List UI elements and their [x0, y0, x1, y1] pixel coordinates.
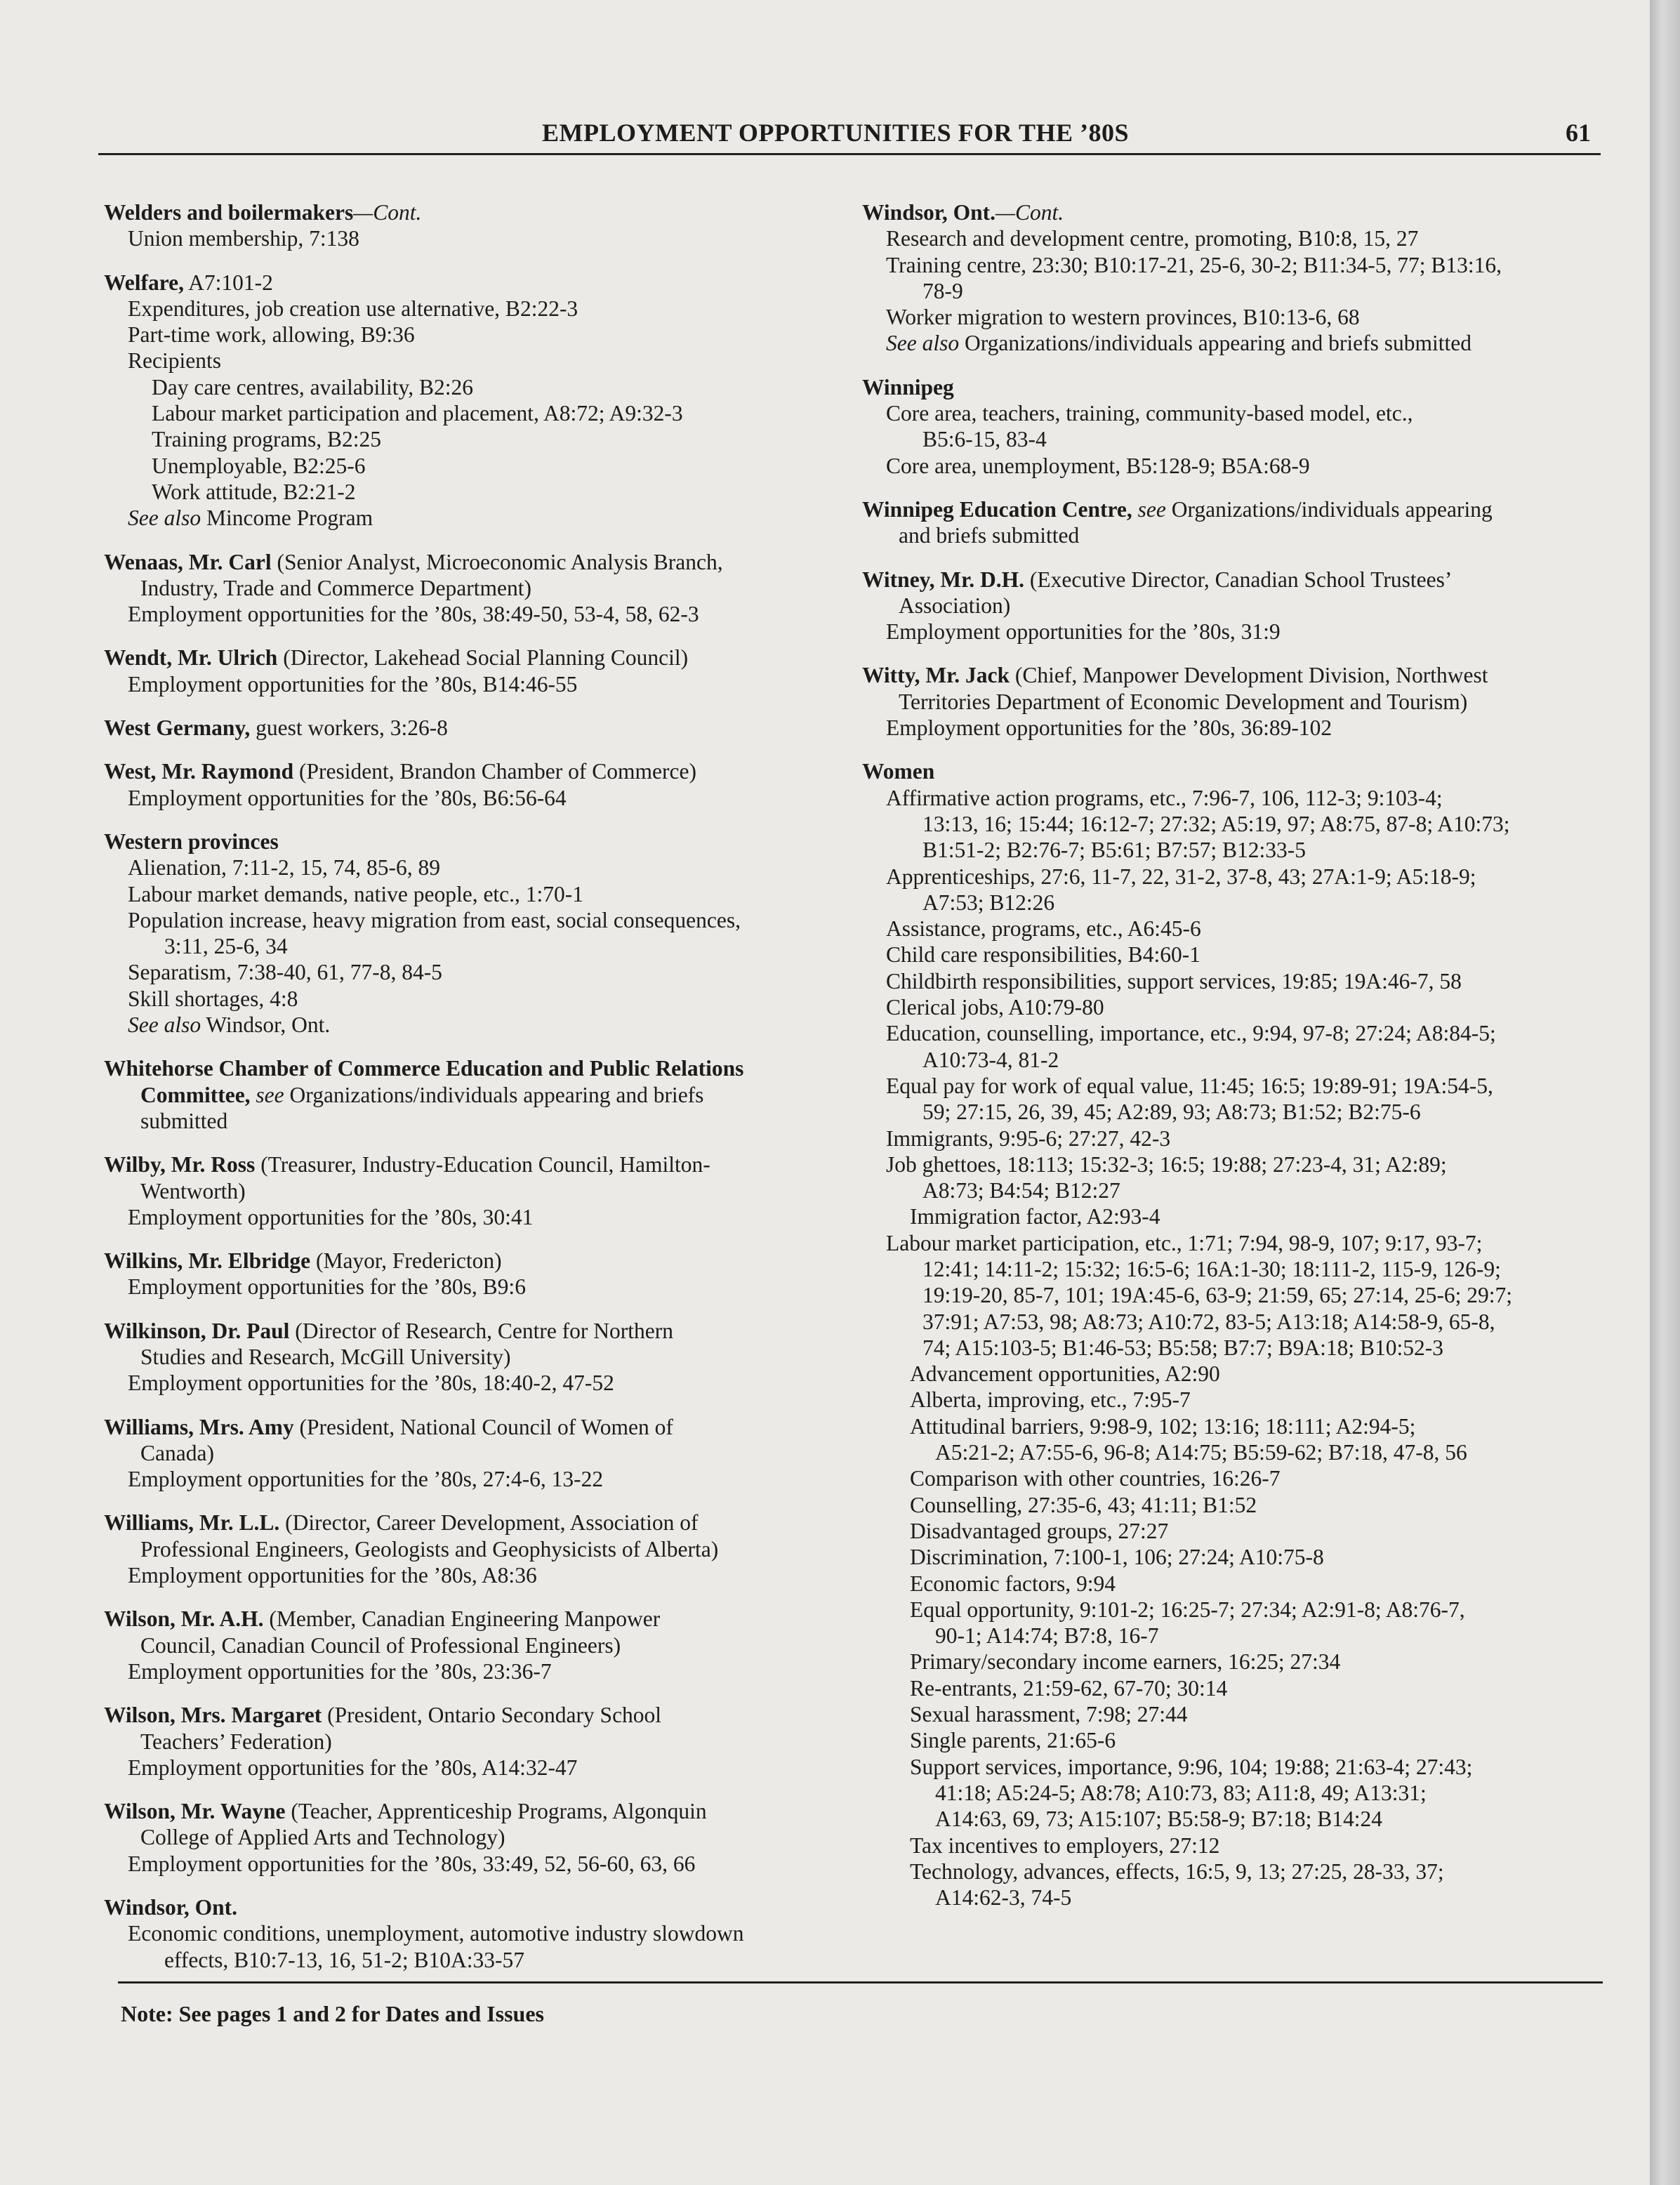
entry-italic: —Cont. — [353, 200, 422, 225]
index-subentry — [862, 1649, 1606, 1675]
index-subentry — [104, 1658, 848, 1684]
entry-text: (Teacher, Apprenticeship Programs, Algonquin — [285, 1799, 707, 1824]
index-subentry — [862, 1884, 1606, 1910]
entry-text: B1:51-2; B2:76-7; B5:61; B7:57; B12:33-5 — [922, 838, 1307, 863]
index-entry-heading — [104, 1606, 848, 1632]
entry-term: Western provinces — [104, 829, 279, 854]
entry-text: Economic conditions, unemployment, automotive industry slowdown — [128, 1921, 744, 1946]
entry-text: Alberta, improving, etc., 7:95-7 — [910, 1387, 1191, 1413]
entry-text: Apprenticeships, 27:6, 11-7, 22, 31-2, 37-8, 43; 27A:1-9; A5:18-9; — [886, 864, 1476, 889]
index-subentry — [862, 837, 1606, 863]
index-subentry — [104, 1466, 848, 1492]
entry-text: Employment opportunities for the ’80s, 31:9 — [886, 619, 1281, 645]
index-subentry — [104, 1851, 848, 1877]
entry-text: Canada) — [140, 1440, 214, 1465]
entry-text: Association) — [899, 593, 1011, 618]
entry-text: (Director, Lakehead Social Planning Council) — [277, 645, 689, 671]
index-subentry — [104, 322, 848, 348]
entry-text: 37:91; A7:53, 98; A8:73; A10:72, 83-5; A13:18; A14:58-9, 65-8, — [922, 1309, 1495, 1334]
entry-text: Work attitude, B2:21-2 — [152, 479, 356, 504]
index-subentry — [104, 907, 848, 933]
index-subentry — [104, 374, 848, 400]
entry-text: 3:11, 25-6, 34 — [164, 934, 288, 959]
index-subentry — [104, 1947, 848, 1973]
entry-text: Discrimination, 7:100-1, 106; 27:24; A10:75-8 — [910, 1545, 1324, 1570]
entry-text: 59; 27:15, 26, 39, 45; A2:89, 93; A8:73; B1:52; B2:75-6 — [922, 1100, 1421, 1125]
entry-text: Teachers’ Federation) — [140, 1729, 332, 1754]
entry-text: Separatism, 7:38-40, 61, 77-8, 84-5 — [128, 960, 442, 985]
entry-text: 41:18; A5:24-5; A8:78; A10:73, 83; A11:8, 49; A13:31; — [935, 1780, 1427, 1805]
entry-text: Counselling, 27:35-6, 43; 41:11; B1:52 — [910, 1492, 1257, 1517]
index-subentry — [862, 453, 1606, 479]
entry-term: Winnipeg — [862, 374, 954, 400]
entry-text: (Treasurer, Industry-Education Council, Hamilton- — [255, 1152, 710, 1177]
entry-term: Wilson, Mr. A.H. — [104, 1606, 264, 1632]
entry-text: Mincome Program — [201, 506, 373, 531]
index-entry-heading — [104, 1151, 848, 1177]
entry-term: Welfare, — [104, 270, 185, 295]
index-subentry — [862, 252, 1606, 278]
index-subentry — [862, 1465, 1606, 1491]
index-subentry — [862, 1361, 1606, 1387]
entry-text: effects, B10:7-13, 16, 51-2; B10A:33-57 — [164, 1947, 524, 1972]
entry-text: Immigration factor, A2:93-4 — [910, 1204, 1160, 1229]
index-entry-heading — [862, 662, 1606, 688]
entry-italic: See also — [128, 506, 201, 531]
index-subentry — [862, 225, 1606, 251]
entry-text: Employment opportunities for the ’80s, 27:4-6, 13-22 — [128, 1467, 604, 1492]
index-entry-heading — [104, 1055, 848, 1081]
entry-text: (Director of Research, Centre for Northern — [289, 1318, 673, 1343]
index-entry — [104, 549, 848, 628]
entry-text: Professional Engineers, Geologists and Geophysicists of Alberta) — [140, 1536, 719, 1562]
entry-text: Employment opportunities for the ’80s, A8:36 — [128, 1563, 537, 1588]
index-subentry — [862, 593, 1606, 619]
index-subentry — [104, 1562, 848, 1588]
index-entry-heading — [104, 1318, 848, 1344]
index-subentry — [862, 1309, 1606, 1335]
index-column-right — [862, 199, 1606, 1928]
index-subentry — [862, 1020, 1606, 1046]
entry-term: Welders and boilermakers — [104, 200, 354, 225]
index-entry-heading — [104, 1798, 848, 1824]
index-subentry — [862, 1151, 1606, 1177]
index-subentry — [104, 854, 848, 880]
entry-text: Equal pay for work of equal value, 11:45; 16:5; 19:89-91; 19A:54-5, — [886, 1073, 1493, 1098]
index-entry — [104, 1248, 848, 1300]
entry-text: Comparison with other countries, 16:26-7 — [910, 1466, 1281, 1491]
index-entry — [104, 1055, 848, 1134]
index-subentry — [104, 1274, 848, 1300]
entry-text: A14:63, 69, 73; A15:107; B5:58-9; B7:18; B14:24 — [935, 1807, 1383, 1832]
index-subentry — [104, 426, 848, 452]
entry-text: 90-1; A14:74; B7:8, 16-7 — [935, 1623, 1159, 1649]
entry-text: A14:62-3, 74-5 — [935, 1885, 1072, 1910]
index-subentry — [862, 1571, 1606, 1597]
index-subentry — [104, 986, 848, 1012]
index-entry — [104, 829, 848, 1038]
page-edge-shadow — [1650, 0, 1680, 2185]
entry-text: 12:41; 14:11-2; 15:32; 16:5-6; 16A:1-30; 18:111-2, 115-9, 126-9; — [922, 1256, 1501, 1281]
entry-italic: See also — [886, 331, 960, 356]
entry-text: Labour market participation and placement, A8:72; A9:32-3 — [152, 401, 683, 426]
index-subentry — [862, 1256, 1606, 1282]
index-entry — [104, 199, 848, 252]
entry-text: Union membership, 7:138 — [128, 226, 359, 251]
index-subentry — [862, 1780, 1606, 1806]
index-subentry — [104, 1729, 848, 1755]
index-subentry — [862, 1859, 1606, 1884]
entry-text: (Mayor, Fredericton) — [310, 1248, 502, 1274]
index-entry-heading — [104, 199, 848, 225]
index-entry — [104, 1151, 848, 1230]
index-subentry — [104, 1108, 848, 1134]
entry-text: Worker migration to western provinces, B10:13-6, 68 — [886, 305, 1360, 330]
entry-term: Witty, Mr. Jack — [862, 663, 1010, 688]
index-subentry — [862, 1754, 1606, 1780]
index-entry-heading — [862, 758, 1606, 784]
index-subentry — [862, 890, 1606, 916]
index-entry — [862, 662, 1606, 741]
index-subentry — [862, 1335, 1606, 1361]
entry-text: Employment opportunities for the ’80s, B14:46-55 — [128, 671, 578, 697]
index-entry — [862, 374, 1606, 479]
index-entry — [104, 715, 848, 741]
index-entry-heading — [104, 270, 848, 296]
index-subentry — [862, 1177, 1606, 1203]
index-entry — [104, 1510, 848, 1588]
index-subentry — [104, 1204, 848, 1230]
index-subentry — [104, 296, 848, 322]
index-subentry — [862, 864, 1606, 890]
index-subentry — [862, 1099, 1606, 1125]
index-entry — [104, 1606, 848, 1684]
entry-text: Training centre, 23:30; B10:17-21, 25-6, 30-2; B11:34-5, 77; B13:16, — [886, 252, 1502, 277]
entry-text: College of Applied Arts and Technology) — [140, 1825, 505, 1850]
footer-rule — [118, 1981, 1603, 1983]
entry-text: 78-9 — [922, 278, 963, 303]
entry-text: guest workers, 3:26-8 — [250, 715, 448, 741]
index-entry-heading — [104, 715, 848, 741]
index-subentry — [104, 1370, 848, 1396]
index-subentry — [862, 1623, 1606, 1649]
index-entry-heading — [104, 1248, 848, 1274]
index-subentry — [862, 1675, 1606, 1701]
index-subentry — [104, 881, 848, 907]
entry-text: Clerical jobs, A10:79-80 — [886, 995, 1104, 1020]
index-subentry — [104, 785, 848, 811]
index-subentry — [862, 1518, 1606, 1544]
index-subentry — [104, 933, 848, 959]
index-entry — [862, 496, 1606, 549]
entry-italic: See also — [128, 1012, 201, 1038]
entry-text: Wentworth) — [140, 1178, 246, 1203]
entry-text: Windsor, Ont. — [201, 1012, 331, 1038]
index-subentry — [862, 1727, 1606, 1753]
entry-text: Day care centres, availability, B2:26 — [152, 374, 474, 400]
index-subentry — [862, 785, 1606, 811]
entry-text: Employment opportunities for the ’80s, 18:40-2, 47-52 — [128, 1371, 614, 1396]
index-subentry — [862, 968, 1606, 994]
index-entry — [104, 645, 848, 697]
index-subentry — [104, 225, 848, 251]
index-subentry — [862, 1125, 1606, 1151]
index-subentry — [862, 426, 1606, 452]
entry-text: Skill shortages, 4:8 — [128, 986, 298, 1011]
index-subentry — [862, 619, 1606, 645]
entry-text: Technology, advances, effects, 16:5, 9, 13; 27:25, 28-33, 37; — [910, 1859, 1444, 1884]
entry-text: Part-time work, allowing, B9:36 — [128, 322, 415, 348]
entry-text: Primary/secondary income earners, 16:25; 27:34 — [910, 1649, 1341, 1675]
index-entry-heading — [104, 1894, 848, 1920]
entry-text: Affirmative action programs, etc., 7:96-7, 106, 112-3; 9:103-4; — [886, 785, 1443, 810]
index-entry — [104, 1318, 848, 1397]
index-subentry — [862, 916, 1606, 942]
index-subentry — [862, 278, 1606, 304]
entry-text: A5:21-2; A7:55-6, 96-8; A14:75; B5:59-62; B7:18, 47-8, 56 — [935, 1440, 1467, 1465]
entry-text: Organizations/individuals appearing — [1165, 496, 1493, 522]
index-subentry — [862, 1544, 1606, 1570]
index-entry-heading — [104, 829, 848, 854]
entry-text: Employment opportunities for the ’80s, 38:49-50, 53-4, 58, 62-3 — [128, 602, 699, 627]
entry-term: Windsor, Ont. — [862, 200, 996, 225]
entry-text: Employment opportunities for the ’80s, B6:56-64 — [128, 785, 567, 810]
entry-italic: —Cont. — [995, 200, 1064, 225]
index-subentry — [862, 1492, 1606, 1518]
index-subentry — [104, 1824, 848, 1850]
entry-text: A10:73-4, 81-2 — [922, 1047, 1059, 1072]
entry-text: Unemployable, B2:25-6 — [152, 453, 366, 478]
index-entry — [862, 567, 1606, 645]
index-entry — [104, 758, 848, 811]
index-subentry — [104, 601, 848, 627]
entry-term: Wilkinson, Dr. Paul — [104, 1318, 290, 1343]
entry-text: Employment opportunities for the ’80s, 30:41 — [128, 1204, 534, 1229]
entry-text: Disadvantaged groups, 27:27 — [910, 1518, 1169, 1543]
entry-text: Assistance, programs, etc., A6:45-6 — [886, 916, 1201, 942]
index-subentry — [862, 1413, 1606, 1439]
entry-text: Population increase, heavy migration from east, social consequences, — [128, 907, 741, 932]
entry-term: Wilby, Mr. Ross — [104, 1152, 256, 1177]
index-subentry — [862, 1597, 1606, 1623]
entry-text: A7:101-2 — [184, 270, 273, 295]
entry-term: Wenaas, Mr. Carl — [104, 549, 272, 574]
entry-text: Childbirth responsibilities, support services, 19:85; 19A:46-7, 58 — [886, 968, 1462, 994]
entry-text: Job ghettoes, 18:113; 15:32-3; 16:5; 19:88; 27:23-4, 31; A2:89; — [886, 1151, 1447, 1177]
entry-term: Winnipeg Education Centre, — [862, 496, 1132, 522]
index-entry-heading — [862, 567, 1606, 593]
index-subentry — [862, 1806, 1606, 1832]
entry-text: Attitudinal barriers, 9:98-9, 102; 13:16; 18:111; A2:94-5; — [910, 1413, 1416, 1439]
index-subentry — [104, 1178, 848, 1204]
entry-italic: see — [256, 1082, 284, 1107]
entry-text: Labour market demands, native people, etc., 1:70-1 — [128, 881, 584, 906]
entry-text: Alienation, 7:11-2, 15, 74, 85-6, 89 — [128, 855, 441, 880]
index-subentry — [862, 1833, 1606, 1859]
index-subentry — [862, 1439, 1606, 1465]
index-subentry — [862, 1073, 1606, 1099]
entry-text: Single parents, 21:65-6 — [910, 1728, 1116, 1753]
index-subentry — [862, 689, 1606, 715]
index-subentry — [104, 453, 848, 479]
entry-text: Council, Canadian Council of Professional Engineers) — [140, 1632, 621, 1658]
entry-text: Core area, teachers, training, community-based model, etc., — [886, 401, 1413, 426]
entry-text: Research and development centre, promoting, B10:8, 15, 27 — [886, 226, 1419, 251]
entry-text: Advancement opportunities, A2:90 — [910, 1361, 1220, 1387]
entry-text: Employment opportunities for the ’80s, B9:6 — [128, 1274, 526, 1300]
index-subentry — [104, 1632, 848, 1658]
entry-text: Employment opportunities for the ’80s, 33:49, 52, 56-60, 63, 66 — [128, 1851, 696, 1876]
index-subentry — [862, 400, 1606, 426]
index-subentry — [862, 1203, 1606, 1229]
entry-text: submitted — [140, 1108, 228, 1133]
entry-term: Wilson, Mrs. Margaret — [104, 1703, 322, 1728]
entry-text: (President, Brandon Chamber of Commerce) — [293, 759, 696, 784]
entry-text: (Director, Career Development, Association of — [279, 1510, 699, 1536]
index-entry-heading — [862, 374, 1606, 400]
entry-text: A7:53; B12:26 — [922, 890, 1055, 915]
entry-term: Wilkins, Mr. Elbridge — [104, 1248, 311, 1274]
index-subentry — [104, 505, 848, 531]
entry-italic: see — [1137, 496, 1166, 522]
index-entry-heading — [104, 645, 848, 671]
entry-text — [1132, 497, 1138, 522]
index-subentry — [104, 1344, 848, 1370]
index-subentry — [862, 1701, 1606, 1727]
index-subentry — [862, 994, 1606, 1020]
index-entry-heading — [104, 1702, 848, 1728]
index-subentry — [104, 959, 848, 985]
index-subentry — [862, 942, 1606, 968]
entry-text: B5:6-15, 83-4 — [922, 427, 1047, 452]
entry-text: Support services, importance, 9:96, 104; 19:88; 21:63-4; 27:43; — [910, 1754, 1473, 1779]
index-entry — [104, 1702, 848, 1781]
entry-text: Organizations/individuals appearing and briefs submitted — [959, 331, 1471, 356]
index-subentry — [862, 1047, 1606, 1073]
entry-term: Whitehorse Chamber of Commerce Education and Public Relations — [104, 1056, 744, 1081]
index-subentry — [104, 1755, 848, 1781]
index-subentry — [104, 1536, 848, 1562]
entry-text: Re-entrants, 21:59-62, 67-70; 30:14 — [910, 1675, 1228, 1701]
entry-text: (Chief, Manpower Development Division, Northwest — [1010, 663, 1488, 688]
running-header-title: EMPLOYMENT OPPORTUNITIES FOR THE ’80S — [541, 119, 1129, 147]
entry-text: (Executive Director, Canadian School Trustees’ — [1024, 567, 1453, 592]
entry-term: West, Mr. Raymond — [104, 759, 294, 784]
index-subentry — [104, 1440, 848, 1466]
entry-text: Recipients — [128, 348, 221, 374]
entry-text: Education, counselling, importance, etc., 9:94, 97-8; 27:24; A8:84-5; — [886, 1021, 1496, 1046]
index-column-left — [104, 199, 848, 1991]
index-subentry — [862, 1387, 1606, 1413]
index-subentry — [862, 330, 1606, 356]
entry-text: Training programs, B2:25 — [152, 427, 381, 452]
index-subentry — [104, 1082, 848, 1108]
index-entry-heading — [862, 496, 1606, 522]
entry-text: Core area, unemployment, B5:128-9; B5A:68-9 — [886, 453, 1310, 478]
index-subentry — [104, 1920, 848, 1946]
entry-term: Williams, Mr. L.L. — [104, 1510, 280, 1536]
entry-term: Witney, Mr. D.H. — [862, 567, 1025, 592]
index-subentry — [862, 715, 1606, 741]
entry-term: Williams, Mrs. Amy — [104, 1414, 294, 1439]
entry-text: 74; A15:103-5; B1:46-53; B5:58; B7:7; B9A:18; B10:52-3 — [922, 1335, 1444, 1360]
entry-term: Windsor, Ont. — [104, 1895, 237, 1920]
index-subentry — [862, 1230, 1606, 1256]
index-entry-heading — [862, 199, 1606, 225]
index-subentry — [862, 1282, 1606, 1308]
entry-text: 19:19-20, 85-7, 101; 19A:45-6, 63-9; 21:59, 65; 27:14, 25-6; 29:7; — [922, 1283, 1512, 1308]
index-subentry — [862, 304, 1606, 330]
index-entry-heading — [104, 549, 848, 575]
index-entry — [104, 1798, 848, 1877]
entry-text: Equal opportunity, 9:101-2; 16:25-7; 27:34; A2:91-8; A8:76-7, — [910, 1597, 1465, 1622]
entry-text: and briefs submitted — [899, 523, 1080, 548]
entry-text: Economic factors, 9:94 — [910, 1571, 1116, 1596]
entry-text: Industry, Trade and Commerce Department) — [140, 575, 531, 600]
entry-text: (President, National Council of Women of — [293, 1414, 673, 1439]
entry-text: Immigrants, 9:95-6; 27:27, 42-3 — [886, 1125, 1171, 1151]
entry-term: Women — [862, 759, 935, 784]
entry-text: Territories Department of Economic Development and Tourism) — [899, 689, 1468, 714]
index-entry — [862, 758, 1606, 1910]
index-subentry — [104, 479, 848, 505]
running-header — [98, 118, 1601, 155]
entry-text: (Member, Canadian Engineering Manpower — [263, 1606, 661, 1632]
index-entry — [104, 270, 848, 532]
index-entry — [104, 1894, 848, 1973]
entry-term: Wendt, Mr. Ulrich — [104, 645, 278, 671]
index-entry — [862, 199, 1606, 357]
index-subentry — [104, 348, 848, 374]
page-number: 61 — [1566, 119, 1591, 147]
index-entry-heading — [104, 1414, 848, 1440]
entry-text: Child care responsibilities, B4:60-1 — [886, 942, 1201, 968]
entry-text: Labour market participation, etc., 1:71; 7:94, 98-9, 107; 9:17, 93-7; — [886, 1230, 1483, 1255]
entry-term: West Germany, — [104, 715, 251, 741]
entry-text: Employment opportunities for the ’80s, A14:32-47 — [128, 1755, 578, 1780]
entry-text: 13:13, 16; 15:44; 16:12-7; 27:32; A5:19, 97; A8:75, 87-8; A10:73; — [922, 811, 1510, 836]
entry-text: Employment opportunities for the ’80s, 36:89-102 — [886, 715, 1332, 741]
index-subentry — [862, 811, 1606, 837]
index-subentry — [104, 575, 848, 601]
entry-text: A8:73; B4:54; B12:27 — [922, 1178, 1120, 1203]
index-subentry — [104, 671, 848, 697]
entry-term: Wilson, Mr. Wayne — [104, 1799, 286, 1824]
entry-text: Studies and Research, McGill University) — [140, 1344, 511, 1369]
index-subentry — [104, 1012, 848, 1038]
footer-note: Note: See pages 1 and 2 for Dates and Issues — [121, 2001, 544, 2026]
entry-text: Expenditures, job creation use alternative, B2:22-3 — [128, 296, 578, 321]
entry-text: (Senior Analyst, Microeconomic Analysis Branch, — [271, 549, 723, 574]
entry-text: Employment opportunities for the ’80s, 23:36-7 — [128, 1658, 552, 1684]
index-entry-heading — [104, 758, 848, 784]
index-subentry — [862, 522, 1606, 548]
index-entry — [104, 1414, 848, 1493]
index-entry-heading — [104, 1510, 848, 1536]
entry-text: Organizations/individuals appearing and briefs — [284, 1082, 704, 1107]
entry-text: Sexual harassment, 7:98; 27:44 — [910, 1702, 1188, 1727]
index-subentry — [104, 400, 848, 426]
entry-text: Tax incentives to employers, 27:12 — [910, 1833, 1220, 1858]
entry-term: Committee, — [140, 1082, 251, 1107]
entry-text: (President, Ontario Secondary School — [322, 1703, 662, 1728]
